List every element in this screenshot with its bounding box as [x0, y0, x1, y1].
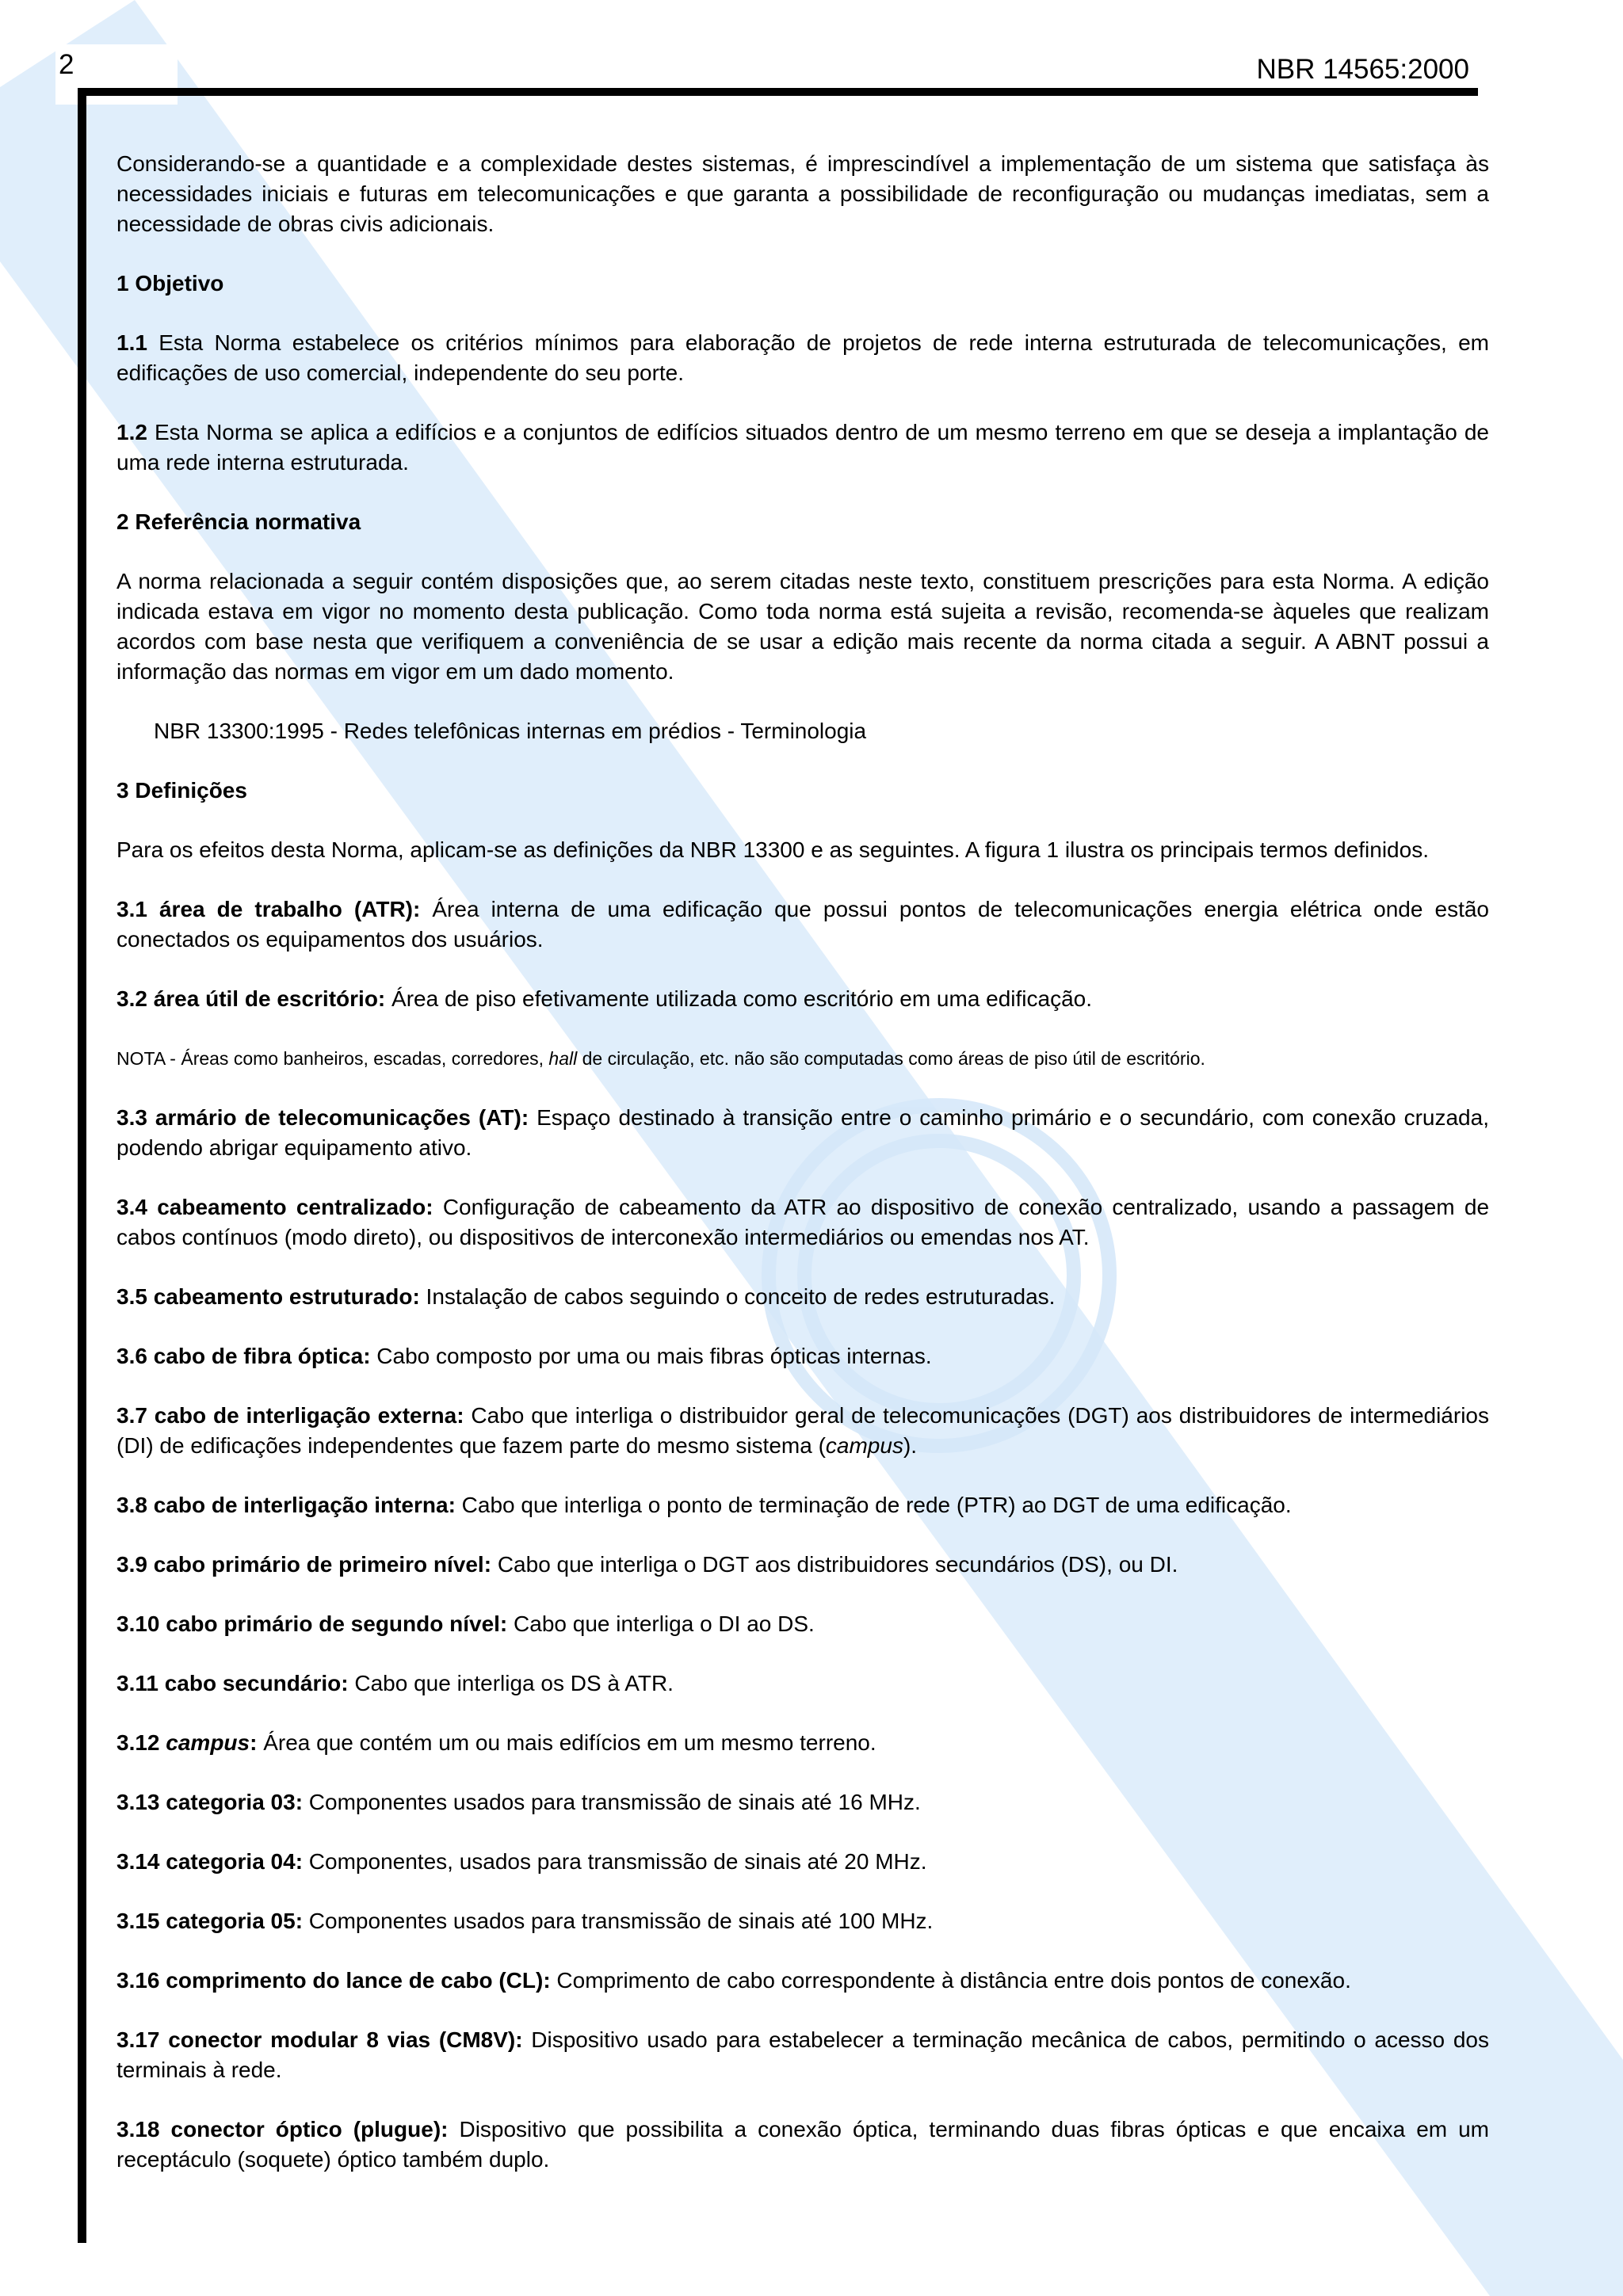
definition-3-15	[116, 1906, 1489, 1936]
definition-term: 3.17 conector modular 8 vias (CM8V):	[116, 2027, 523, 2052]
definition-text: Área de piso efetivamente utilizada como escritório em uma edificação.	[385, 986, 1093, 1011]
left-margin-rule	[78, 88, 86, 2243]
definition-text: Cabo que interliga o ponto de terminação de rede (PTR) ao DGT de uma edificação.	[455, 1493, 1292, 1517]
definition-text: Área interna de uma edificação que possui pontos de telecomunicações energia elétrica onde estão conectados os equipamentos dos usuários.	[116, 897, 1489, 952]
clause-text: Esta Norma se aplica a edifícios e a conjuntos de edifícios situados dentro de um mesmo terreno em que se deseja a implantação de uma rede interna estruturada.	[116, 420, 1489, 475]
note-text: de circulação, etc. não são computadas como áreas de piso útil de escritório.	[577, 1048, 1205, 1069]
definition-3-18	[116, 2115, 1489, 2175]
definition-text: Cabo que interliga os DS à ATR.	[348, 1671, 674, 1695]
definition-3-7	[116, 1401, 1489, 1461]
definition-colon: :	[250, 1730, 258, 1755]
definition-term: 3.18 conector óptico (plugue):	[116, 2117, 449, 2142]
definition-3-9	[116, 1550, 1489, 1580]
definition-italic: campus	[825, 1433, 903, 1458]
definition-3-3	[116, 1103, 1489, 1163]
normative-reference-item: NBR 13300:1995 - Redes telefônicas internas em prédios - Terminologia	[154, 719, 867, 743]
definition-term: 3.3 armário de telecomunicações (AT):	[116, 1105, 529, 1130]
header-rule	[78, 88, 1478, 96]
definition-text: Componentes usados para transmissão de sinais até 16 MHz.	[303, 1790, 921, 1814]
clause-number: 1.2	[116, 420, 147, 444]
definition-term: 3.6 cabo de fibra óptica:	[116, 1344, 371, 1368]
section-3-heading: 3 Definições	[116, 778, 247, 803]
definition-3-16	[116, 1966, 1489, 1996]
definition-3-1	[116, 894, 1489, 955]
definition-text: Componentes usados para transmissão de sinais até 100 MHz.	[303, 1909, 934, 1933]
definition-3-13	[116, 1787, 1489, 1817]
definition-term-italic: campus	[166, 1730, 250, 1755]
document-code: NBR 14565:2000	[1256, 54, 1469, 85]
definition-term: 3.7 cabo de interligação externa:	[116, 1403, 464, 1428]
definition-3-6	[116, 1341, 1489, 1371]
definition-term: 3.10 cabo primário de segundo nível:	[116, 1611, 508, 1636]
definition-text: Cabo que interliga o DI ao DS.	[507, 1611, 815, 1636]
definition-3-11	[116, 1669, 1489, 1699]
definition-text: Instalação de cabos seguindo o conceito de redes estruturadas.	[419, 1284, 1056, 1309]
definition-3-14	[116, 1847, 1489, 1877]
definition-text: Área que contém um ou mais edifícios em um mesmo terreno.	[257, 1730, 876, 1755]
paragraph-1-2	[116, 418, 1489, 478]
definition-text: Cabo que interliga o distribuidor geral de telecomunicações (DGT) aos distribuidores de intermediários (DI) de edificações independentes que fazem parte do mesmo sistema (	[116, 1403, 1489, 1458]
definition-text: Comprimento de cabo correspondente à distância entre dois pontos de conexão.	[550, 1968, 1351, 1993]
definition-text: Cabo que interliga o DGT aos distribuidores secundários (DS), ou DI.	[491, 1552, 1178, 1577]
clause-text: Esta Norma estabelece os critérios mínimos para elaboração de projetos de rede interna estruturada de telecomunicações, em edificações de uso comercial, independente do seu porte.	[116, 330, 1489, 385]
definition-term: 3.1 área de trabalho (ATR):	[116, 897, 421, 921]
note-italic: hall	[548, 1048, 578, 1069]
definition-term: 3.8 cabo de interligação interna:	[116, 1493, 456, 1517]
definition-text: Componentes, usados para transmissão de sinais até 20 MHz.	[303, 1849, 927, 1874]
definition-number: 3.12	[116, 1730, 166, 1755]
page-number: 2	[59, 49, 74, 80]
definition-term: 3.16 comprimento do lance de cabo (CL):	[116, 1968, 551, 1993]
definition-3-5	[116, 1282, 1489, 1312]
definition-3-17	[116, 2025, 1489, 2085]
definition-term: 3.14 categoria 04:	[116, 1849, 304, 1874]
paragraph-1-1	[116, 328, 1489, 388]
definition-text: Espaço destinado à transição entre o caminho primário e o secundário, com conexão cruzada, podendo abrigar equipamento ativo.	[116, 1105, 1489, 1160]
document-body	[116, 149, 1489, 2204]
definition-3-4	[116, 1192, 1489, 1253]
definition-term: 3.15 categoria 05:	[116, 1909, 304, 1933]
definition-text-end: ).	[903, 1433, 918, 1458]
intro-paragraph: Considerando-se a quantidade e a complexidade destes sistemas, é imprescindível a implementação de um sistema que satisfaça às necessidades iniciais e futuras em telecomunicações e que garanta a possibilidade de reconfiguração ou mudanças imediatas, sem a necessidade de obras civis adicionais.	[116, 151, 1489, 236]
normative-reference-text: A norma relacionada a seguir contém disposições que, ao serem citadas neste texto, constituem prescrições para esta Norma. A edição indicada estava em vigor no momento desta publicação. Como toda norma está sujeita a revisão, recomenda-se àqueles que realizam acordos com base nesta que verifiquem a conveniência de se usar a edição mais recente da norma citada a seguir. A ABNT possui a informação das normas em vigor em um dado momento.	[116, 569, 1489, 684]
section-2-heading: 2 Referência normativa	[116, 509, 361, 534]
definition-3-12	[116, 1728, 1489, 1758]
definition-term: 3.4 cabeamento centralizado:	[116, 1195, 433, 1219]
definition-3-2	[116, 984, 1489, 1014]
definition-3-10	[116, 1609, 1489, 1639]
definition-term: 3.13 categoria 03:	[116, 1790, 304, 1814]
definition-3-8	[116, 1490, 1489, 1520]
definition-text: Configuração de cabeamento da ATR ao dispositivo de conexão centralizado, usando a passagem de cabos contínuos (modo direto), ou dispositivos de interconexão intermediários ou emendas nos AT.	[116, 1195, 1490, 1249]
section-1-heading: 1 Objetivo	[116, 271, 224, 296]
note-3-2	[116, 1043, 1489, 1074]
definition-text: Dispositivo usado para estabelecer a terminação mecânica de cabos, permitindo o acesso dos terminais à rede.	[116, 2027, 1489, 2082]
clause-number: 1.1	[116, 330, 147, 355]
definition-term: 3.9 cabo primário de primeiro nível:	[116, 1552, 492, 1577]
definition-text: Dispositivo que possibilita a conexão óptica, terminando duas fibras ópticas e que encaixa em um receptáculo (soquete) óptico também duplo.	[116, 2117, 1489, 2172]
definition-term: 3.2 área útil de escritório:	[116, 986, 386, 1011]
definition-term: 3.11 cabo secundário:	[116, 1671, 349, 1695]
note-text: NOTA - Áreas como banheiros, escadas, corredores,	[116, 1048, 549, 1069]
definitions-intro: Para os efeitos desta Norma, aplicam-se as definições da NBR 13300 e as seguintes. A figura 1 ilustra os principais termos definidos.	[116, 837, 1429, 862]
definition-term: 3.5 cabeamento estruturado:	[116, 1284, 420, 1309]
definition-text: Cabo composto por uma ou mais fibras ópticas internas.	[370, 1344, 932, 1368]
